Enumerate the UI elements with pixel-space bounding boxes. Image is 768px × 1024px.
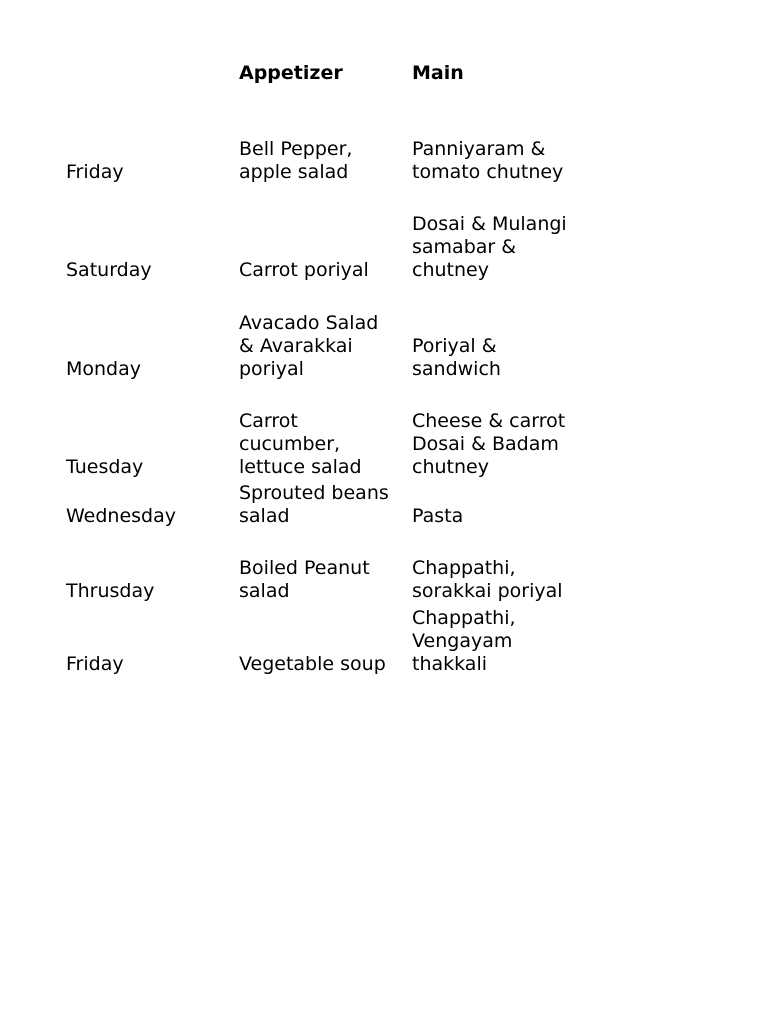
row-day: Tuesday bbox=[66, 456, 144, 478]
row-appetizer: Avacado Salad & Avarakkai poriyal bbox=[239, 312, 379, 380]
row-appetizer: Bell Pepper, apple salad bbox=[239, 138, 353, 183]
row-appetizer: Carrot poriyal bbox=[239, 259, 369, 281]
row-day: Friday bbox=[66, 161, 124, 183]
row-appetizer: Sprouted beans salad bbox=[239, 482, 389, 527]
row-day: Thrusday bbox=[66, 580, 155, 602]
header-main: Main bbox=[412, 62, 464, 84]
row-main: Cheese & carrot Dosai & Badam chutney bbox=[412, 410, 566, 478]
row-main: Poriyal & sandwich bbox=[412, 335, 501, 380]
row-appetizer: Vegetable soup bbox=[239, 653, 386, 675]
row-main: Panniyaram & tomato chutney bbox=[412, 138, 564, 183]
header-appetizer: Appetizer bbox=[239, 62, 343, 84]
row-day: Saturday bbox=[66, 259, 152, 281]
row-day: Monday bbox=[66, 358, 142, 380]
row-appetizer: Carrot cucumber, lettuce salad bbox=[239, 410, 362, 478]
row-main: Dosai & Mulangi samabar & chutney bbox=[412, 213, 567, 281]
row-day: Wednesday bbox=[66, 505, 177, 527]
row-day: Friday bbox=[66, 653, 124, 675]
row-appetizer: Boiled Peanut salad bbox=[239, 557, 370, 602]
row-main: Chappathi, sorakkai poriyal bbox=[412, 557, 563, 602]
row-main: Chappathi, Vengayam thakkali bbox=[412, 607, 516, 675]
row-main: Pasta bbox=[412, 505, 464, 527]
